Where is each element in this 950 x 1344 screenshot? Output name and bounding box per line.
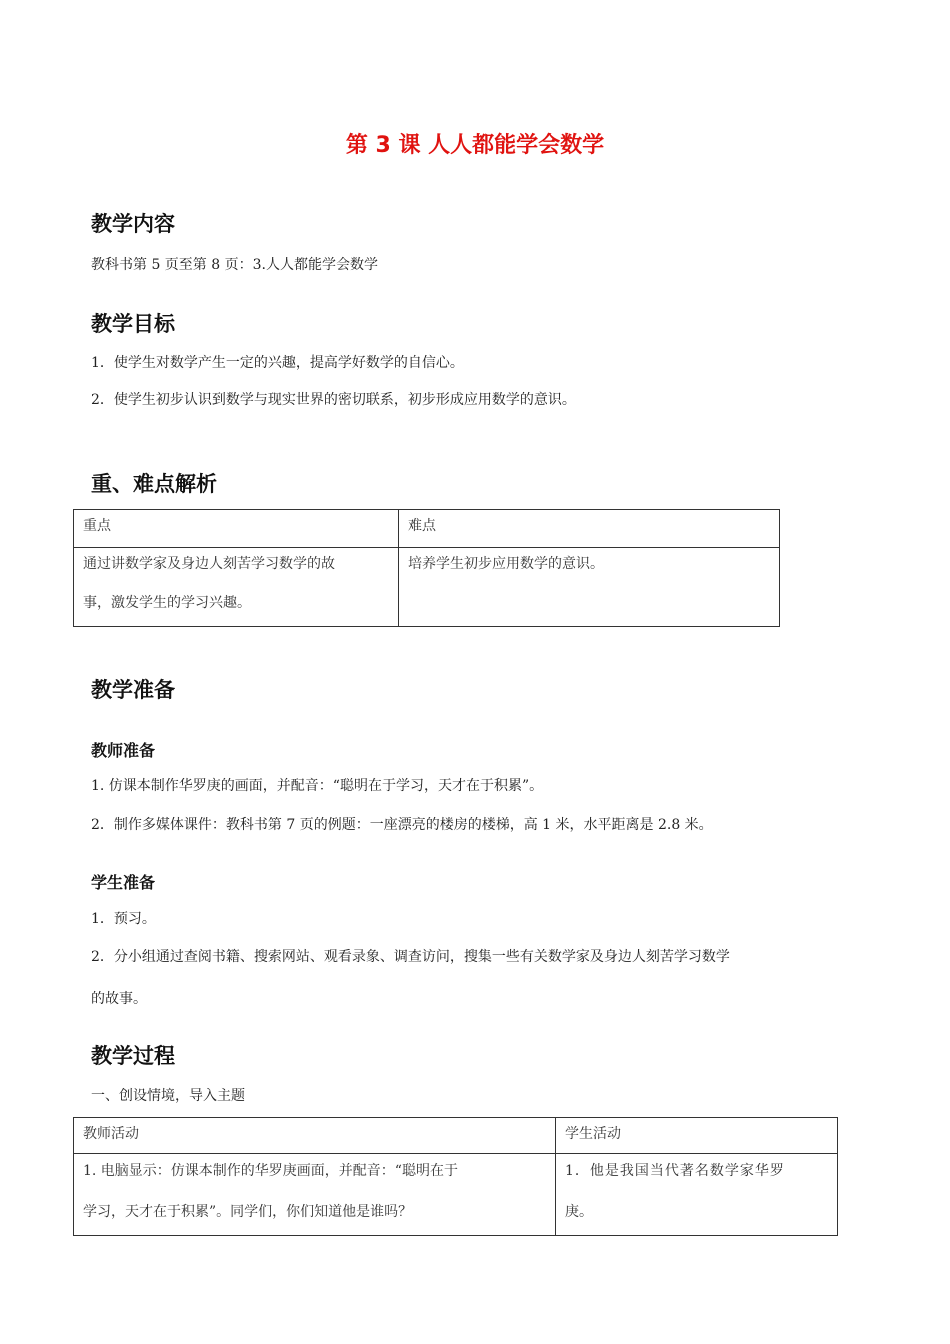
section-heading-process: 教学过程 — [91, 1044, 175, 1068]
cell-line: 事，激发学生的学习兴趣。 — [83, 595, 251, 611]
section-heading-content: 教学内容 — [91, 212, 175, 236]
table-header-teacher: 教师活动 — [74, 1118, 556, 1154]
student-prep-item: 2．分小组通过查阅书籍、搜索网站、观看录象、调查访问，搜集一些有关数学家及身边人刻苦学习数学 — [91, 949, 730, 965]
cell-line: 1. 电脑显示：仿课本制作的华罗庚画面，并配音：“聪明在于 — [83, 1163, 458, 1179]
cell-line: 通过讲数学家及身边人刻苦学习数学的故 — [83, 556, 335, 572]
cell-line: 学习，天才在于积累”。同学们，你们知道他是谁吗？ — [83, 1204, 413, 1220]
table-cell-key — [74, 548, 399, 627]
section-heading-prep: 教学准备 — [91, 678, 175, 702]
table-cell-student — [556, 1154, 838, 1236]
section-heading-goals: 教学目标 — [91, 312, 175, 336]
table-header-student: 学生活动 — [556, 1118, 838, 1154]
table-cell-teacher — [74, 1154, 556, 1236]
student-prep-item: 1．预习。 — [91, 911, 156, 927]
table-header-difficult: 难点 — [399, 510, 780, 548]
subheading-teacher-prep: 教师准备 — [91, 741, 156, 760]
cell-line: 庚。 — [565, 1204, 593, 1220]
cell-line: 培养学生初步应用数学的意识。 — [408, 556, 604, 572]
content-text: 教科书第 5 页至第 8 页：3.人人都能学会数学 — [91, 257, 378, 273]
subheading-student-prep: 学生准备 — [91, 873, 156, 892]
process-table — [73, 1117, 838, 1236]
cell-line: 1．他是我国当代著名数学家华罗 — [565, 1163, 785, 1179]
section-heading-keypoints: 重、难点解析 — [91, 472, 217, 496]
teacher-prep-item: 2．制作多媒体课件：教科书第 7 页的例题：一座漂亮的楼房的楼梯，高 1 米，水平距离是 2.8 米。 — [91, 817, 713, 833]
table-cell-difficult — [399, 548, 780, 627]
lesson-title: 第 3 课 人人都能学会数学 — [345, 133, 605, 158]
table-header-key: 重点 — [74, 510, 399, 548]
process-step-title: 一、创设情境，导入主题 — [91, 1088, 245, 1104]
teacher-prep-item: 1. 仿课本制作华罗庚的画面，并配音：“聪明在于学习，天才在于积累”。 — [91, 778, 544, 794]
goal-item: 1．使学生对数学产生一定的兴趣，提高学好数学的自信心。 — [91, 355, 464, 371]
goal-item: 2．使学生初步认识到数学与现实世界的密切联系，初步形成应用数学的意识。 — [91, 392, 576, 408]
student-prep-item: 的故事。 — [91, 991, 147, 1007]
keypoints-table — [73, 509, 780, 627]
